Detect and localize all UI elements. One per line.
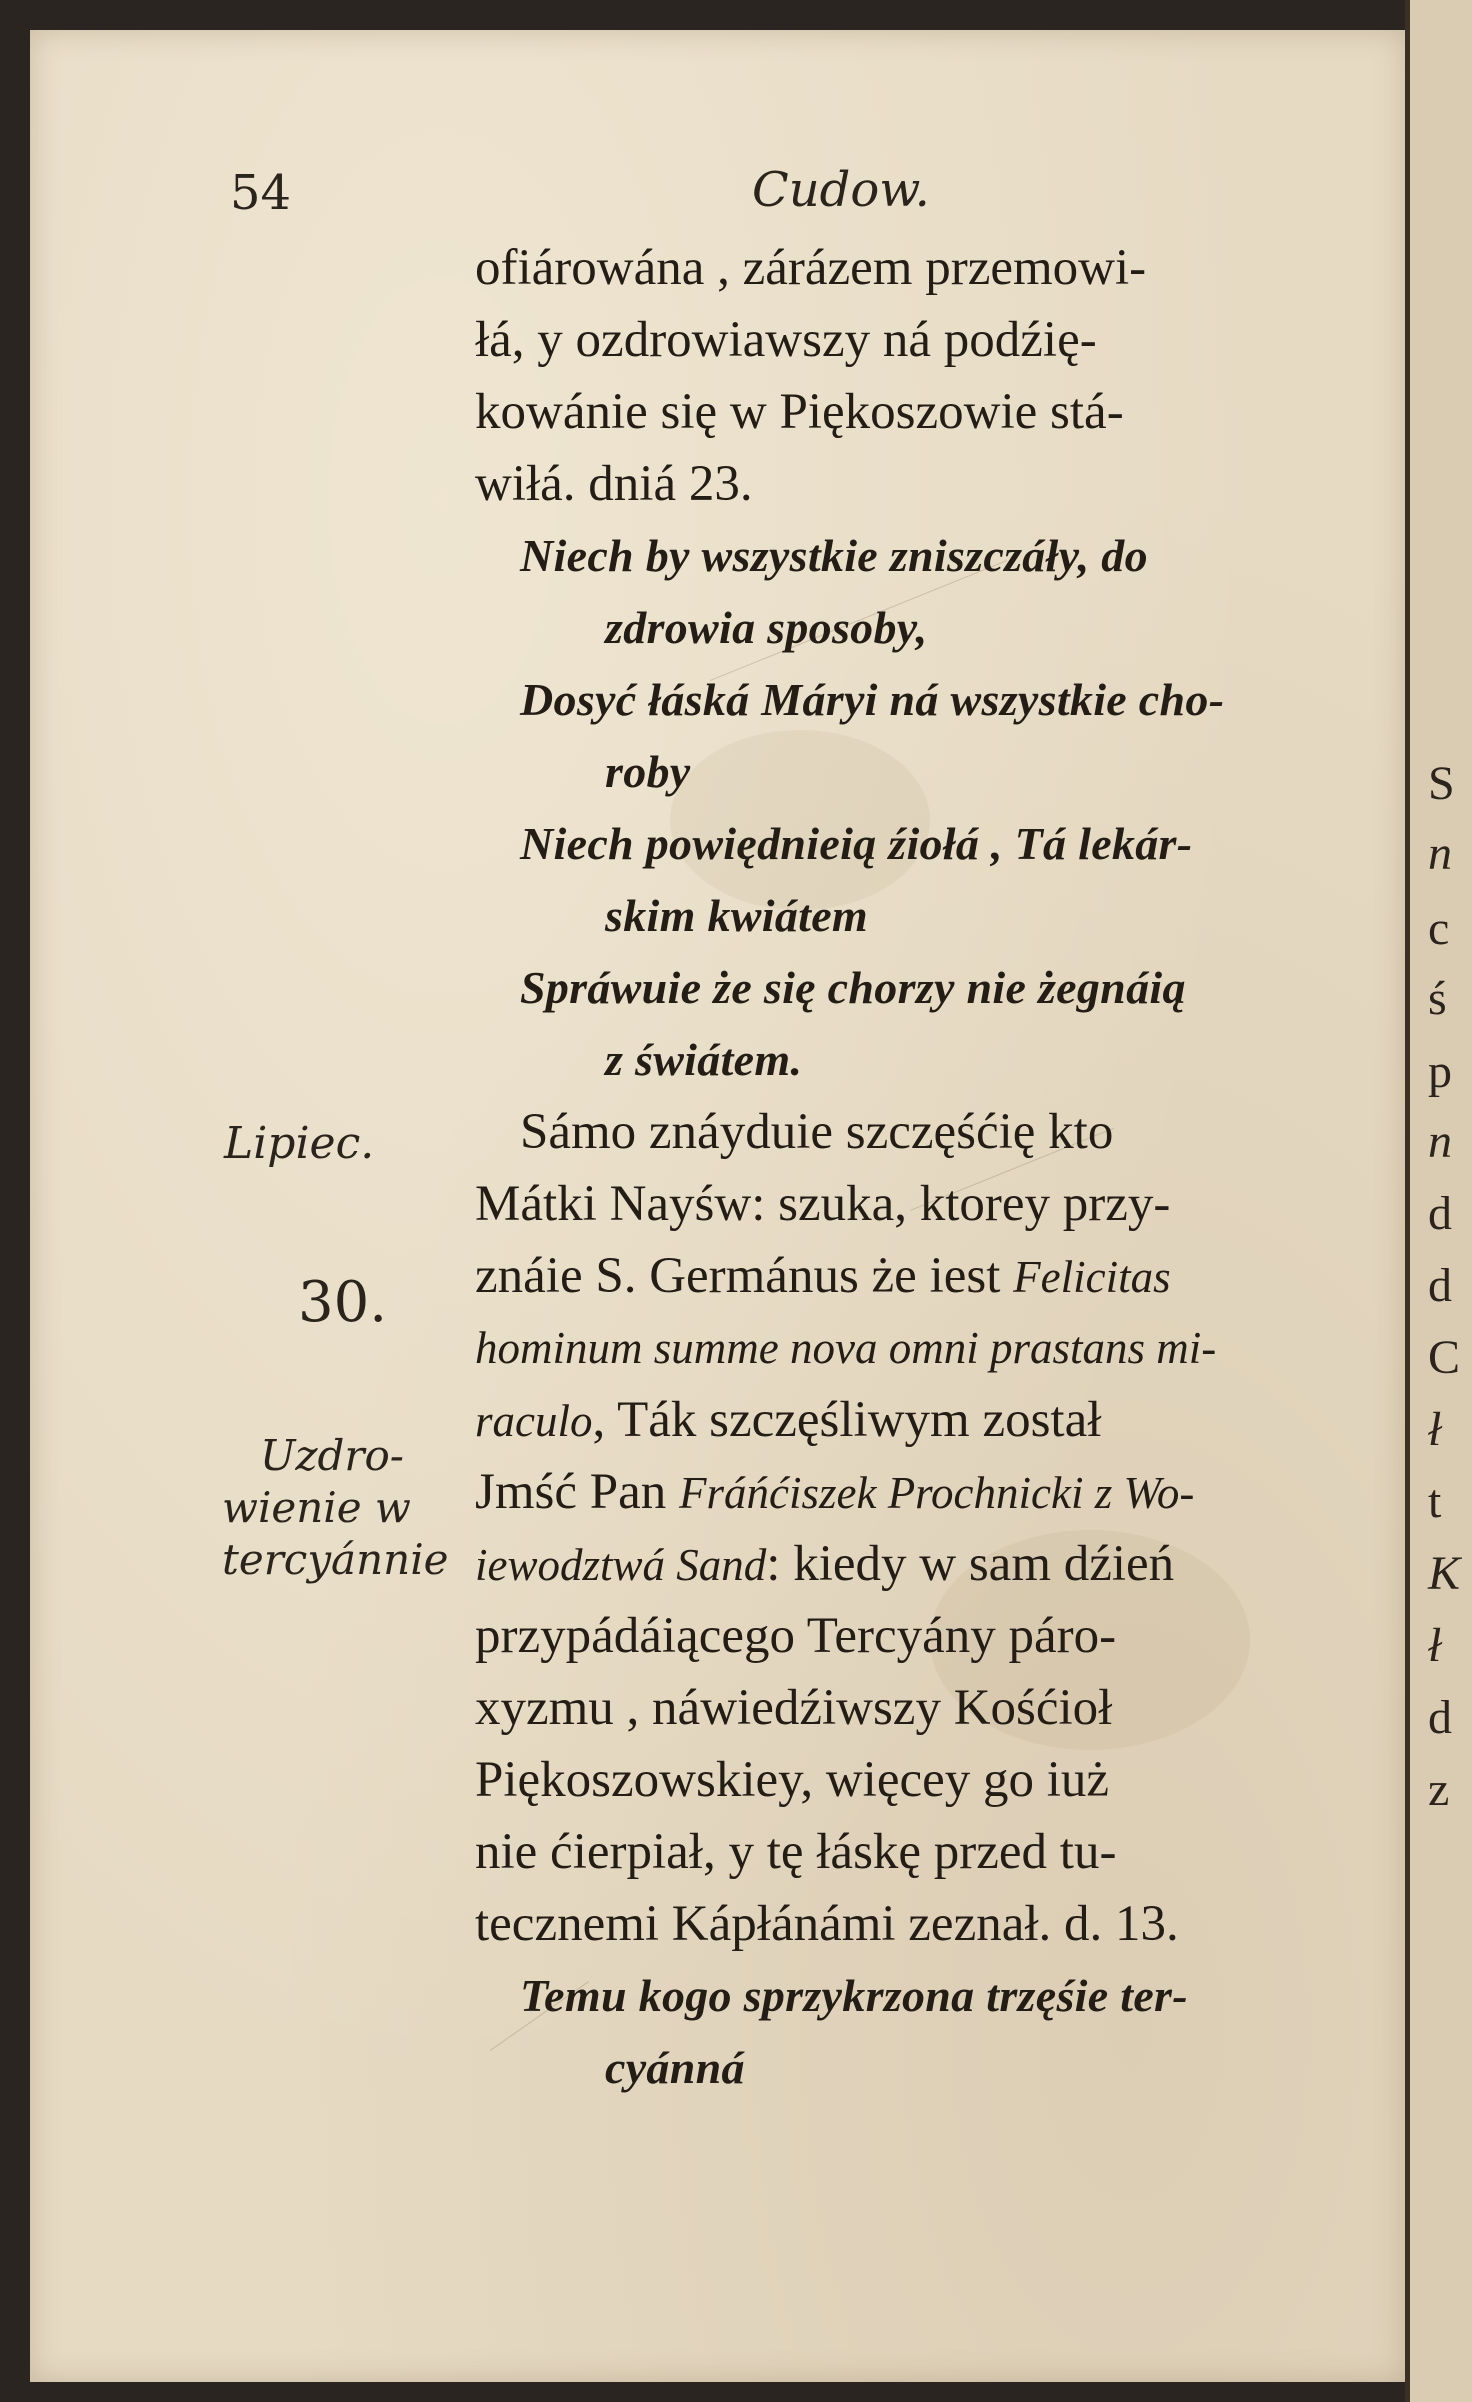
margin-day: 30. — [298, 1270, 388, 1335]
body-text — [475, 232, 1365, 2104]
name-run: iewodztwá Sand — [475, 1540, 767, 1590]
verse-line: Niech by wszystkie zniszczáły, do — [520, 530, 1148, 581]
page-fragment: d — [1428, 1187, 1452, 1240]
page-fragment: c — [1428, 902, 1450, 955]
page-number: 54 — [230, 165, 292, 221]
text-line — [475, 1456, 1365, 1528]
text-line: ofiárowána , zárázem przemowi- — [475, 240, 1147, 296]
latin-run: raculo — [475, 1396, 593, 1446]
page-fragment: ś — [1428, 972, 1447, 1025]
text-run: : kiedy w sam dźień — [766, 1536, 1175, 1592]
page-fragment: d — [1428, 1691, 1452, 1744]
page-fragment: z — [1428, 1763, 1450, 1816]
text-line: Mátki Nayśw: szuka, ktorey przy- — [475, 1176, 1171, 1232]
text-run: znáie S. Germánus że iest — [475, 1248, 1014, 1304]
text-line: Piękoszowskiey, więcey go iuż — [475, 1752, 1110, 1808]
verse-line: z świátem. — [605, 1034, 803, 1085]
text-run: , Ták szczęśliwym został — [592, 1392, 1102, 1448]
verse-line: Niech powiędnieią źiołá , Tá lekár- — [520, 818, 1193, 869]
verse-line: zdrowia sposoby, — [605, 602, 928, 653]
text-line: nie ćierpiał, y tę łáskę przed tu- — [475, 1824, 1117, 1880]
margin-note — [222, 1430, 449, 1586]
verse-line: Spráwuie że się chorzy nie żegnáią — [520, 962, 1186, 1013]
page-fragment: C — [1428, 1331, 1461, 1384]
page-fragment: t — [1428, 1475, 1442, 1528]
text-line: tecznemi Kápłánámi zeznał. d. 13. — [475, 1896, 1179, 1952]
margin-month: Lipiec. — [224, 1118, 375, 1169]
margin-note-line: wienie w — [222, 1483, 411, 1532]
text-line: kowánie się w Piękoszowie stá- — [475, 384, 1124, 440]
page-fragment: ł — [1428, 1403, 1442, 1456]
page-fragment: n — [1428, 1115, 1452, 1168]
verse-line: Dosyć łáská Máryi ná wszystkie cho- — [520, 674, 1225, 725]
verse-line: skim kwiátem — [605, 890, 869, 941]
name-run: Fráńćiszek Prochnicki z Wo- — [679, 1468, 1195, 1518]
text-line — [475, 1240, 1365, 1312]
running-title: Cudow. — [752, 162, 930, 218]
latin-line: hominum summe nova omni prastans mi- — [475, 1323, 1217, 1373]
margin-note-line: tercyánnie — [222, 1535, 449, 1584]
text-line — [475, 1528, 1365, 1600]
text-line: Sámo znáyduie szczęśćię kto — [520, 1104, 1114, 1160]
text-line: przypádáiącego Tercyány páro- — [475, 1608, 1117, 1664]
page-fragment: K — [1428, 1547, 1461, 1600]
text-run: Jmść Pan — [475, 1464, 679, 1520]
text-line: łá, y ozdrowiawszy ná podźię- — [475, 312, 1097, 368]
verse-line: Temu kogo sprzykrzona trzęśie ter- — [520, 1970, 1188, 2021]
text-line: xyzmu , náwiedźiwszy Kośćioł — [475, 1680, 1113, 1736]
text-line: wiłá. dniá 23. — [475, 456, 753, 512]
verse-line: roby — [605, 746, 691, 797]
text-line — [475, 1384, 1365, 1456]
page-fragment: ł — [1428, 1619, 1442, 1672]
margin-note-line: Uzdro- — [260, 1431, 404, 1480]
page-fragment: n — [1428, 827, 1452, 880]
page-fragment: p — [1428, 1045, 1452, 1098]
page-fragment: S — [1428, 757, 1455, 810]
verse-line: cyánná — [605, 2042, 745, 2093]
latin-run: Felicitas — [1013, 1252, 1171, 1302]
adjacent-page-edge — [1405, 0, 1472, 2402]
page-fragment: d — [1428, 1259, 1452, 1312]
